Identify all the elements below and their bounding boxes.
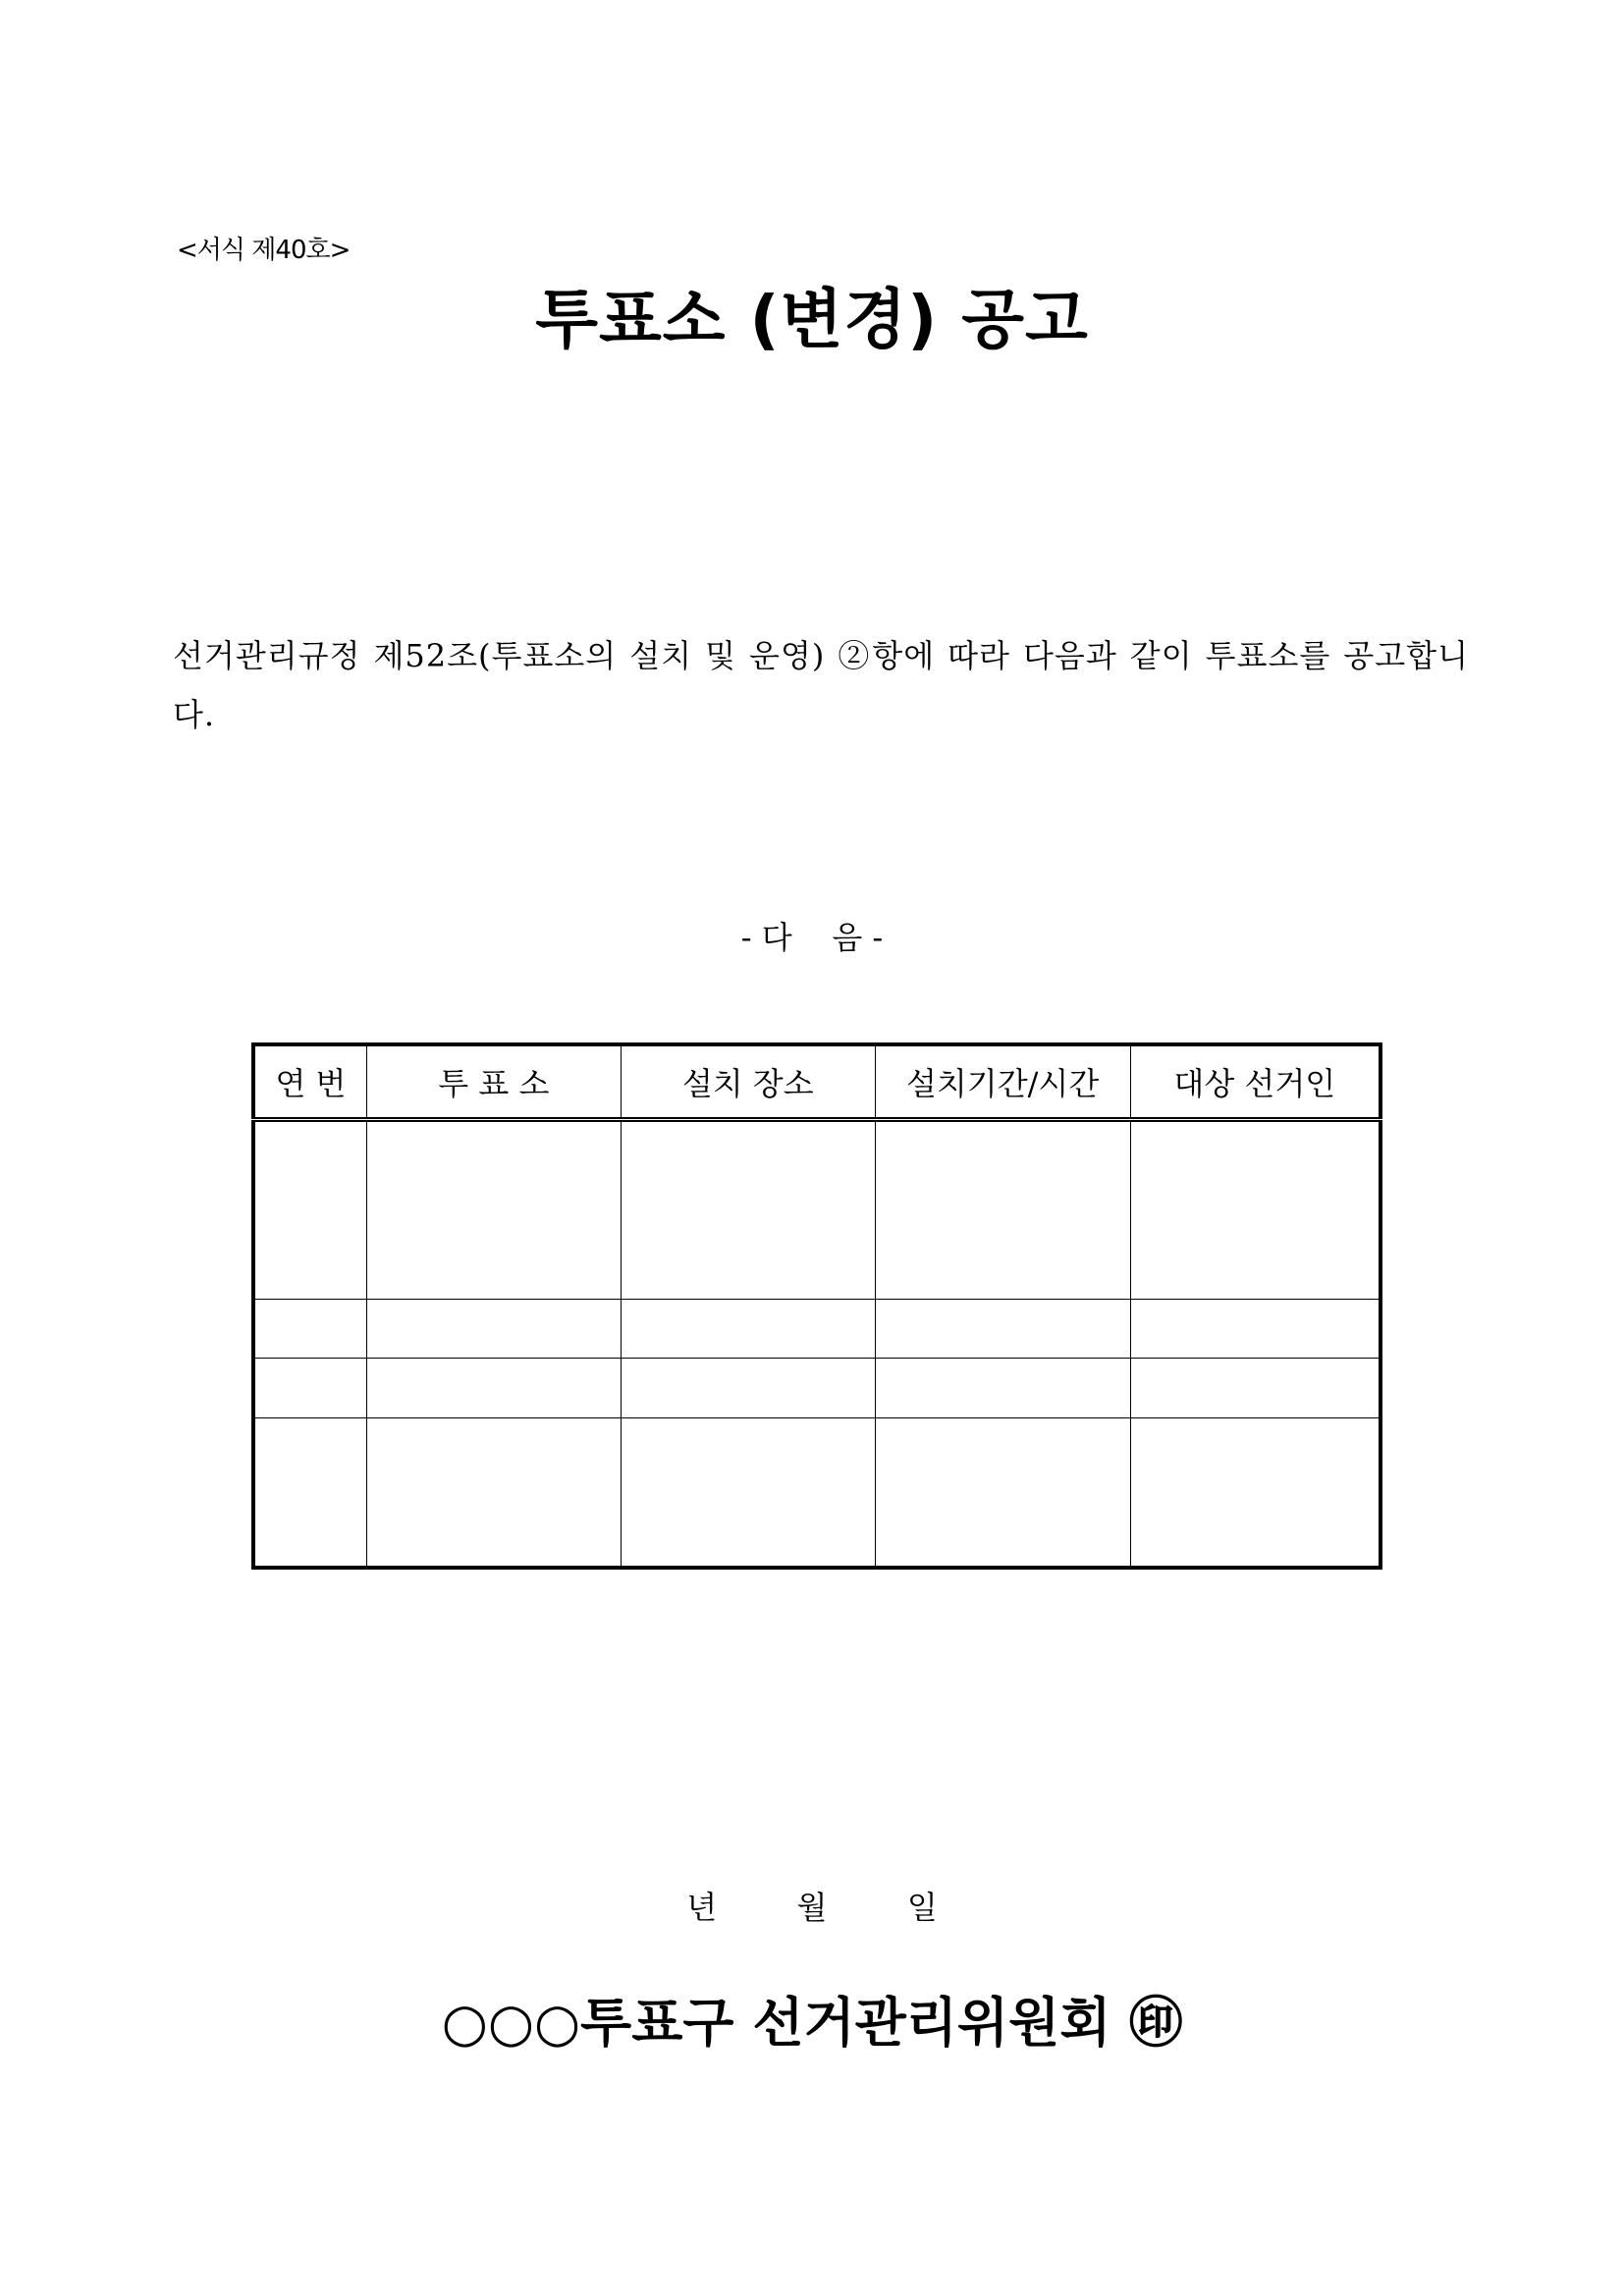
table-cell [366,1359,621,1418]
form-number: <서식 제40호> [177,236,351,265]
table-cell [875,1418,1130,1568]
date-line: 년 월 일 [686,1889,938,1926]
table-row [253,1418,1380,1568]
header-serial-number: 연 번 [253,1044,366,1120]
notice-body-text: 선거관리규정 제52조(투표소의 설치 및 운영) ②항에 따라 다음과 같이 투표소를 공고합니다. [173,637,1469,733]
table-cell [1130,1359,1380,1418]
committee-name: ○○○투표구 선거관리위원회 ㊞ [441,1992,1183,2054]
table-cell [366,1418,621,1568]
table-row [253,1299,1380,1359]
table-cell [1130,1120,1380,1300]
table-cell [621,1418,875,1568]
header-polling-station: 투 표 소 [366,1044,621,1120]
table-cell [253,1299,366,1359]
table-row [253,1359,1380,1418]
table-cell [875,1359,1130,1418]
table-row [253,1120,1380,1300]
table-cell [253,1359,366,1418]
table-cell [875,1299,1130,1359]
page-title: 투표소 (변경) 공고 [535,282,1089,357]
table-cell [253,1120,366,1300]
table-cell [621,1120,875,1300]
table-cell [366,1299,621,1359]
header-target-voters: 대상 선거인 [1130,1044,1380,1120]
header-installation-period: 설치기간/시간 [875,1044,1130,1120]
header-installation-place: 설치 장소 [621,1044,875,1120]
table-cell [366,1120,621,1300]
table-header-row [253,1044,1380,1120]
following-label: - 다 음 - [740,919,884,956]
table-cell [253,1418,366,1568]
table-cell [621,1299,875,1359]
table-cell [1130,1418,1380,1568]
table-cell [1130,1299,1380,1359]
polling-station-table [251,1042,1382,1570]
table-cell [875,1120,1130,1300]
table-cell [621,1359,875,1418]
